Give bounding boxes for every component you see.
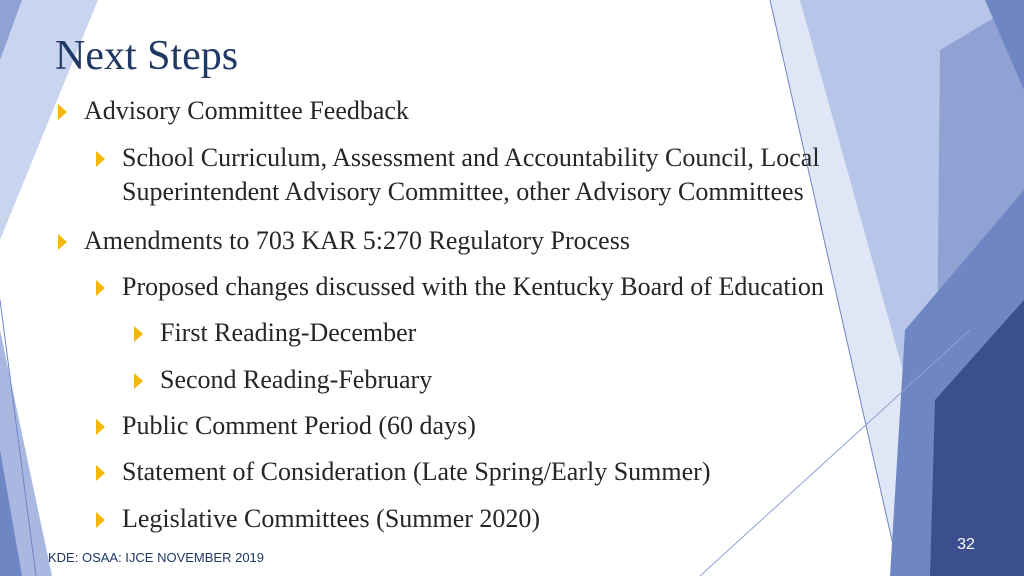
bullet-arrow-icon: [96, 151, 105, 167]
bullet-item: [58, 224, 778, 258]
bullet-arrow-icon: [58, 234, 67, 250]
bullet-arrow-icon: [96, 280, 105, 296]
bullet-text: Advisory Committee Feedback: [84, 96, 409, 125]
bullet-text: School Curriculum, Assessment and Accountability Council, Local Superintendent Advisory Committee, other Advisory Committees: [122, 143, 820, 206]
bullet-item: [134, 363, 734, 397]
bullet-arrow-icon: [96, 419, 105, 435]
bullet-item: [96, 502, 796, 536]
bullet-item: [96, 270, 976, 304]
bullet-text: Proposed changes discussed with the Kentucky Board of Education: [122, 272, 824, 301]
bullet-item: [58, 94, 778, 128]
bullet-arrow-icon: [96, 465, 105, 481]
page-number: 32: [957, 536, 975, 553]
bullet-text: Amendments to 703 KAR 5:270 Regulatory Process: [84, 226, 630, 255]
slide-title: Next Steps: [55, 33, 239, 79]
bullet-text: Public Comment Period (60 days): [122, 411, 476, 440]
bullet-text: Legislative Committees (Summer 2020): [122, 504, 541, 533]
bullet-item: [134, 316, 734, 350]
bullet-arrow-icon: [96, 512, 105, 528]
bullet-arrow-icon: [58, 104, 67, 120]
bullet-arrow-icon: [134, 326, 143, 342]
bullet-arrow-icon: [134, 373, 143, 389]
bullet-text: Second Reading-February: [160, 365, 433, 394]
bullet-item: [96, 409, 796, 443]
slide-footer: KDE: OSAA: IJCE NOVEMBER 2019: [48, 550, 265, 565]
bullet-item: [96, 141, 926, 209]
bullet-text: Statement of Consideration (Late Spring/Early Summer): [122, 457, 711, 486]
bullet-text: First Reading-December: [160, 318, 417, 347]
bullet-item: [96, 455, 856, 489]
